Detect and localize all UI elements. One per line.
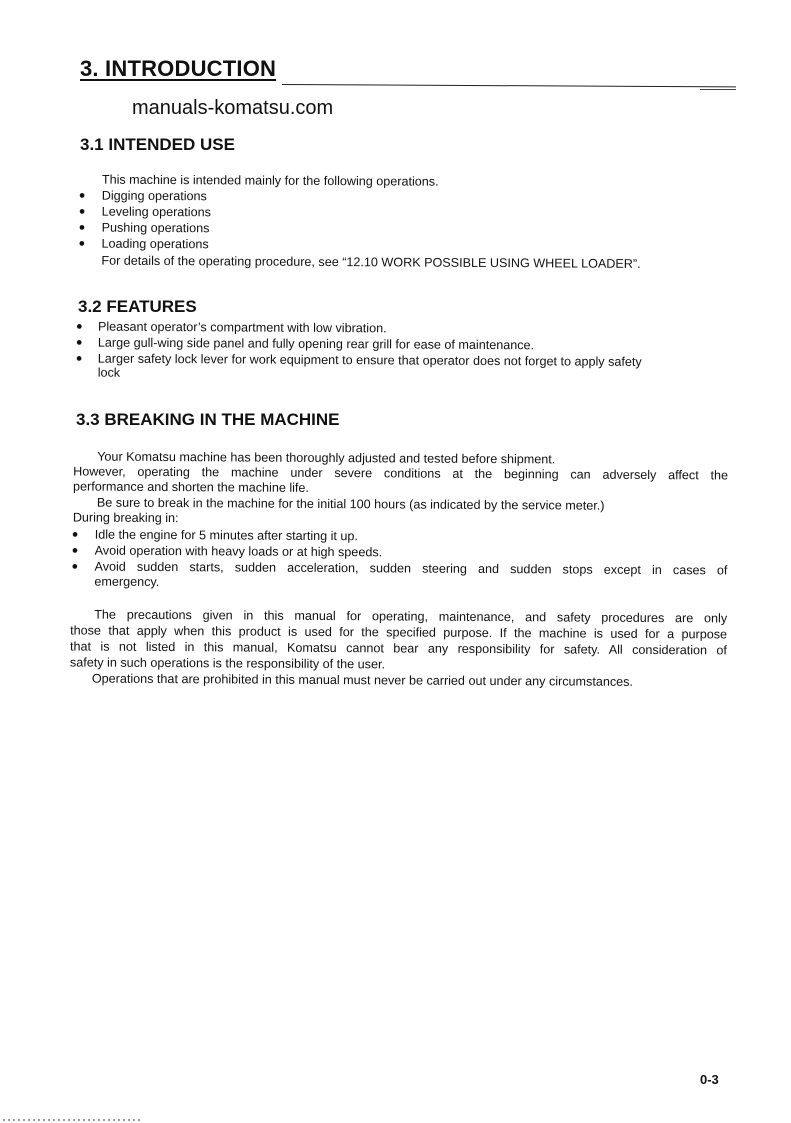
- bullet-icon: ●: [78, 189, 86, 202]
- list-item: Digging operations: [101, 188, 207, 204]
- bullet-icon: ●: [75, 336, 83, 349]
- chapter-rule: [282, 84, 736, 87]
- bullet-icon: ●: [75, 320, 83, 333]
- bullet-icon: ●: [71, 544, 79, 557]
- section-heading-intended-use: 3.1 INTENDED USE: [80, 135, 235, 154]
- bullet-icon: ●: [78, 205, 86, 218]
- bullet-icon: ●: [71, 528, 79, 541]
- bullet-icon: ●: [75, 352, 83, 365]
- list-item: Larger safety lock lever for work equipment to ensure that operator does not forget to apply safety: [97, 351, 642, 369]
- paragraph-line: performance and shorten the machine life.: [72, 479, 309, 495]
- paragraph-line: Be sure to break in the machine for the initial 100 hours (as indicated by the service meter.): [96, 495, 605, 513]
- list-item: Pushing operations: [101, 220, 210, 236]
- paragraph-line: those that apply when this product is used for the specified purpose. If the machine is used for a purpose: [70, 623, 728, 642]
- list-item-continuation: emergency.: [94, 574, 160, 589]
- bullet-icon: ●: [78, 221, 86, 234]
- section-heading-features: 3.2 FEATURES: [78, 297, 197, 316]
- paragraph-line: Your Komatsu machine has been thoroughly adjusted and tested before shipment.: [97, 449, 556, 467]
- bullet-icon: ●: [71, 560, 79, 573]
- section-heading-breaking-in: 3.3 BREAKING IN THE MACHINE: [76, 410, 340, 429]
- watermark-text: manuals-komatsu.com: [132, 97, 334, 119]
- list-item: Pleasant operator’s compartment with low vibration.: [97, 319, 387, 336]
- chapter-rule-tail: [700, 89, 736, 90]
- paragraph-line: However, operating the machine under severe conditions at the beginning can adversely affect the: [73, 464, 729, 483]
- intended-use-intro: This machine is intended mainly for the following operations.: [101, 172, 439, 189]
- paragraph-line: safety in such operations is the responsibility of the user.: [69, 655, 386, 672]
- footer-scan-mark: [3, 1119, 143, 1121]
- list-item: Leveling operations: [101, 204, 211, 220]
- paragraph-line: During breaking in:: [72, 510, 179, 526]
- list-item: Idle the engine for 5 minutes after starting it up.: [94, 527, 359, 544]
- list-item: Avoid sudden starts, sudden acceleration, sudden steering and sudden stops except in cases of: [94, 559, 728, 578]
- list-item-continuation: lock: [97, 365, 121, 380]
- paragraph-line: The precautions given in this manual for operating, maintenance, and safety procedures are only: [94, 607, 728, 626]
- list-item: Loading operations: [101, 236, 209, 252]
- list-item: Avoid operation with heavy loads or at high speeds.: [94, 543, 383, 560]
- bullet-icon: ●: [78, 237, 86, 250]
- paragraph-line: that is not listed in this manual, Komatsu cannot bear any responsibility for safety. All consideration of: [70, 639, 727, 658]
- list-item: Large gull-wing side panel and fully opening rear grill for ease of maintenance.: [97, 335, 535, 353]
- page-number: 0-3: [700, 1072, 719, 1087]
- chapter-title: 3. INTRODUCTION: [80, 56, 277, 81]
- paragraph-line: Operations that are prohibited in this manual must never be carried out under any circumstances.: [91, 671, 634, 689]
- intended-use-outro: For details of the operating procedure, see “12.10 WORK POSSIBLE USING WHEEL LOADER”.: [101, 253, 641, 271]
